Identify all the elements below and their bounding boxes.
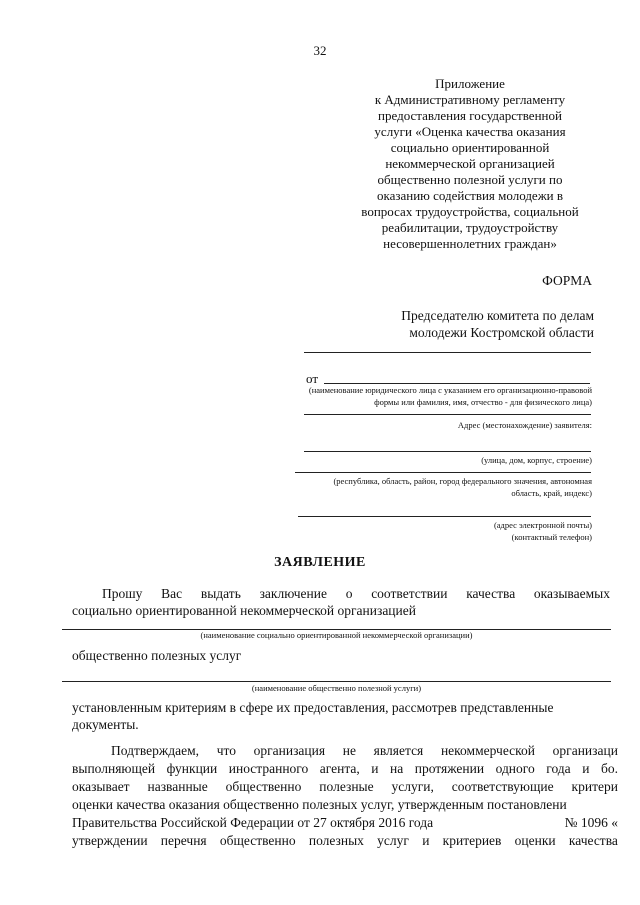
- confirm-line-3: [72, 779, 618, 795]
- service-caption: (наименование общественно полезной услуги): [251, 683, 422, 693]
- appendix-line: к Административному регламенту: [374, 92, 566, 107]
- word: и: [422, 833, 430, 848]
- word: протяжении: [414, 761, 485, 776]
- word: критериев: [442, 833, 502, 848]
- appendix-line: оказанию содействия молодежи в: [376, 188, 564, 203]
- word: качества: [568, 833, 618, 848]
- from-label: от: [306, 371, 319, 386]
- word: Прошу: [102, 586, 143, 601]
- word: утверждении: [72, 833, 148, 848]
- appendix-heading: [325, 76, 615, 252]
- request-line-1: [102, 586, 610, 602]
- confirm-line-4: оценки качества оказания общественно полезных услуг, утвержденным постановлени: [72, 797, 567, 812]
- word: года: [546, 761, 571, 776]
- word: услуг: [377, 833, 409, 848]
- word: перечня: [160, 833, 207, 848]
- region-line[interactable]: [295, 472, 591, 473]
- phone-caption: (контактный телефон): [511, 532, 592, 542]
- applicant-caption-1: (наименование юридического лица с указанием его организационно-правовой: [308, 385, 592, 395]
- word: и: [582, 761, 590, 776]
- appendix-line: некоммерческой организацией: [385, 156, 555, 171]
- word: оценки: [514, 833, 556, 848]
- criteria-line-1: установленным критериям в сфере их предоставления, рассмотрев представленные: [72, 700, 554, 715]
- appendix-line: вопросах трудоустройства, социальной: [361, 204, 579, 219]
- email-caption: (адрес электронной почты): [493, 520, 592, 530]
- org-caption: (наименование социально ориентированной некоммерческой организации): [200, 630, 473, 640]
- appendix-line: социально ориентированной: [390, 140, 550, 155]
- addressee-line-2: молодежи Костромской области: [409, 325, 594, 340]
- word: полезных: [308, 833, 364, 848]
- addressee: [360, 307, 594, 341]
- word: услуги,: [391, 779, 434, 794]
- email-line[interactable]: [298, 516, 591, 517]
- word: является: [373, 743, 424, 758]
- word: Вас: [161, 586, 183, 601]
- applicant-extra-line[interactable]: [304, 414, 591, 415]
- page-number: 32: [313, 43, 327, 58]
- word: общественно: [225, 779, 302, 794]
- form-label: ФОРМА: [542, 273, 592, 288]
- word: бо.: [600, 761, 618, 776]
- word: оказываемых: [533, 586, 610, 601]
- word: агента,: [319, 761, 360, 776]
- appendix-line: предоставления государственной: [378, 108, 562, 123]
- street-line[interactable]: [304, 451, 591, 452]
- word: выполняющей: [72, 761, 156, 776]
- word: функции: [166, 761, 218, 776]
- word: заключение: [259, 586, 327, 601]
- addressee-underline: [304, 352, 591, 353]
- word: и: [371, 761, 379, 776]
- word: полезные: [319, 779, 374, 794]
- word: общественно: [219, 833, 296, 848]
- word: качества: [466, 586, 516, 601]
- confirm-line-5-right: № 1096 «: [564, 815, 618, 830]
- word: иностранного: [228, 761, 309, 776]
- applicant-name-line[interactable]: [324, 383, 590, 384]
- region-caption-1: (республика, область, район, город федерального значения, автономная: [333, 476, 592, 486]
- criteria-line-2: документы.: [72, 717, 139, 732]
- addressee-line-1: Председателю комитета по делам: [401, 308, 594, 323]
- word: названные: [147, 779, 208, 794]
- word: Подтверждаем,: [111, 743, 200, 758]
- address-label: Адрес (местонахождение) заявителя:: [457, 420, 592, 430]
- word: выдать: [200, 586, 241, 601]
- word: что: [216, 743, 236, 758]
- word: организация: [253, 743, 326, 758]
- appendix-line: общественно полезной услуги по: [377, 172, 563, 187]
- appendix-line: реабилитации, трудоустройству: [381, 220, 559, 235]
- word: соответствии: [371, 586, 448, 601]
- confirm-line-5-left: Правительства Российской Федерации от 27 октября 2016 года: [72, 815, 434, 830]
- confirm-line-1: [111, 743, 618, 759]
- appendix-line: Приложение: [435, 76, 505, 91]
- applicant-caption-2: формы или фамилия, имя, отчество - для физического лица): [374, 397, 592, 407]
- word: некоммерческой: [440, 743, 535, 758]
- word: одного: [495, 761, 535, 776]
- street-caption: (улица, дом, корпус, строение): [481, 455, 592, 465]
- confirm-line-2: [72, 761, 618, 777]
- word: организаци: [552, 743, 618, 758]
- word: не: [342, 743, 356, 758]
- appendix-line: услуги «Оценка качества оказания: [374, 124, 566, 139]
- document-title: ЗАЯВЛЕНИЕ: [274, 555, 366, 570]
- appendix-line: несовершеннолетних граждан»: [383, 236, 557, 251]
- region-caption-2: область, край, индекс): [511, 488, 592, 498]
- word: оказывает: [72, 779, 130, 794]
- confirm-line-6: [72, 833, 618, 849]
- word: соответствующие: [451, 779, 554, 794]
- word: на: [390, 761, 404, 776]
- service-name-line[interactable]: [62, 681, 611, 682]
- word: критери: [571, 779, 618, 794]
- word: о: [345, 586, 353, 601]
- request-line-2: социально ориентированной некоммерческой организацией: [72, 603, 416, 618]
- services-label: общественно полезных услуг: [72, 648, 242, 663]
